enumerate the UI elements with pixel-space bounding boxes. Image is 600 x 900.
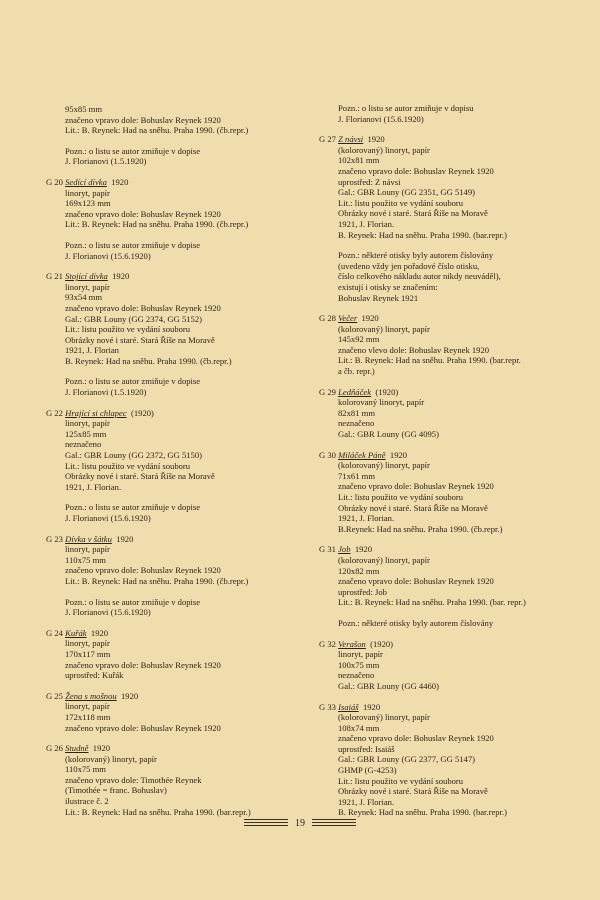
catalog-entry: [46, 628, 294, 681]
entry-note-line: Pozn.: některé otisky byly autorem číslovány: [338, 250, 494, 261]
entry-detail-line: neznačeno: [338, 418, 375, 429]
entry-detail-line: Gal.: GBR Louny (GG 2377, GG 5147): [338, 754, 476, 765]
entry-detail-line: Lit.: listu použito ve vydání souboru: [338, 775, 464, 786]
entry-detail-line: značeno vpravo dole: Bohuslav Reynek 1920: [65, 208, 221, 219]
entry-heading: [319, 134, 567, 145]
entry-heading: [46, 534, 294, 545]
entry-year: 1920: [354, 544, 373, 555]
catalog-entry: [46, 408, 294, 524]
entry-detail-line: značeno vpravo dole: Bohuslav Reynek 1920: [65, 114, 221, 125]
entry-detail-line: 1921, J. Florian: [65, 345, 119, 356]
entry-detail-line: značeno vpravo dole: Bohuslav Reynek 1920: [338, 733, 494, 744]
left-column: [46, 104, 294, 827]
entry-detail-line: Gal.: GBR Louny (GG 2351, GG 5149): [338, 187, 476, 198]
entry-title: Stojící dívka: [65, 271, 108, 282]
page-footer: [244, 817, 356, 831]
entry-details: [319, 460, 567, 534]
entry-detail-line: Gal.: GBR Louny (GG 2372, GG 5150): [65, 450, 203, 461]
entry-note-line: J. Florianovi (15.6.1920): [65, 250, 151, 261]
footer-rule-right: [312, 819, 356, 828]
entry-note: [65, 502, 294, 523]
right-column: [319, 103, 567, 828]
entry-details: [319, 555, 567, 629]
entry-detail-line: Lit.: B. Reynek: Had na sněhu. Praha 1990. (bar. repr.): [338, 597, 526, 608]
entry-detail-line: 120x82 mm: [338, 565, 380, 576]
entry-detail-line: značeno vpravo dole: Bohuslav Reynek 1920: [65, 302, 221, 313]
entry-details: [46, 418, 294, 523]
catalog-entry: [319, 450, 567, 535]
entry-note-line: Pozn.: některé otisky byly autorem číslovány: [338, 617, 494, 628]
entry-detail-line: Obrázky nové i staré. Stará Říše na Moravě: [338, 786, 488, 797]
entry-number: G 28: [319, 313, 336, 324]
entry-detail-line: linoryt, papír: [65, 418, 110, 429]
entry-heading: [319, 544, 567, 555]
entry-year: 1920: [389, 449, 408, 460]
entry-detail-line: 110x75 mm: [65, 554, 106, 565]
catalog-entry: [319, 313, 567, 377]
entry-title: Job: [338, 544, 351, 555]
entry-note-line: Pozn.: o listu se autor zmiňuje v dopise: [65, 376, 201, 387]
entry-detail-line: a čb. repr.): [338, 366, 375, 377]
entry-detail-line: 169x123 mm: [65, 198, 111, 209]
entry-detail-line: značeno vpravo dole: Bohuslav Reynek 1920: [65, 659, 221, 670]
entry-details: [319, 712, 567, 818]
entry-detail-line: Lit.: B. Reynek: Had na sněhu. Praha 1990. (čb.repr.): [65, 219, 249, 230]
entry-detail-line: Obrázky nové i staré. Stará Říše na Moravě: [65, 471, 215, 482]
catalog-entry: [319, 639, 567, 692]
entry-detail-line: Lit.: B. Reynek: Had na sněhu. Praha 1990. (bar.repr.: [338, 355, 521, 366]
entry-title: Kuřák: [65, 627, 87, 638]
entry-number: G 27: [319, 134, 336, 145]
entry-detail-line: uprostřed: Z návsi: [338, 176, 401, 187]
entry-detail-line: 145x92 mm: [338, 334, 380, 345]
entry-heading: [319, 639, 567, 650]
entry-detail-line: linoryt, papír: [338, 649, 383, 660]
entry-details: [46, 282, 294, 398]
entry-detail-line: značeno vpravo dole: Bohuslav Reynek 1920: [338, 576, 494, 587]
entry-note-line: číslo celkového nákladu autor nikdy neuváděl),: [338, 271, 501, 282]
entry-detail-line: neznačeno: [65, 439, 102, 450]
catalog-entry: [46, 534, 294, 618]
catalog-entry: [46, 691, 294, 733]
entry-detail-line: linoryt, papír: [65, 187, 110, 198]
entry-number: G 32: [319, 638, 336, 649]
entry-number: G 24: [46, 627, 63, 638]
entry-number: G 20: [46, 176, 63, 187]
entry-heading: [46, 743, 294, 754]
entry-detail-line: (kolorovaný) linoryt, papír: [338, 554, 430, 565]
entry-detail-line: Gal.: GBR Louny (GG 4095): [338, 429, 439, 440]
entry-detail-line: 100x75 mm: [338, 659, 380, 670]
entry-detail-line: linoryt, papír: [65, 281, 110, 292]
entry-detail-line: 93x54 mm: [65, 292, 103, 303]
entry-title: Dívka v šátku: [65, 533, 112, 544]
page-number: 19: [295, 818, 305, 829]
entry-detail-line: neznačeno: [338, 670, 375, 681]
entry-detail-line: Lit.: B. Reynek: Had na sněhu. Praha 1990. (čb.repr.): [65, 575, 249, 586]
catalog-entry: [319, 544, 567, 628]
entry-title: Z návsi: [338, 134, 364, 145]
entry-number: G 21: [46, 271, 63, 282]
entry-detail-line: značeno vpravo dole: Bohuslav Reynek 1920: [65, 722, 221, 733]
entry-number: G 31: [319, 544, 336, 555]
entry-detail-line: značeno vlevo dole: Bohuslav Reynek 1920: [338, 344, 490, 355]
catalog-entry: [46, 271, 294, 398]
entry-detail-line: značeno vpravo dole: Bohuslav Reynek 1920: [338, 481, 494, 492]
entry-detail-line: B.Reynek: Had na sněhu. Praha 1990. (čb.repr.): [338, 523, 503, 534]
entry-detail-line: značeno vpravo dole: Bohuslav Reynek 1920: [65, 565, 221, 576]
entry-note-line: Pozn.: o listu se autor zmiňuje v dopise: [65, 502, 201, 513]
catalog-entry: [46, 104, 294, 167]
entry-detail-line: 1921, J. Florian.: [338, 796, 395, 807]
entry-title: Ledňáček: [338, 386, 372, 397]
entry-year: (1920): [130, 407, 154, 418]
entry-detail-line: Obrázky nové i staré. Stará Říše na Moravě: [338, 208, 488, 219]
entry-note-line: J. Florianovi (1.5.1920): [65, 156, 147, 167]
entry-number: G 30: [319, 449, 336, 460]
entry-details: [46, 701, 294, 733]
entry-year: 1920: [111, 176, 129, 187]
entry-year: 1920: [92, 743, 110, 754]
entry-title: Verašon: [338, 638, 366, 649]
entry-detail-line: uprostřed: Kuřák: [65, 670, 124, 681]
entry-detail-line: (Timothée = franc. Bohuslav): [65, 785, 167, 796]
entry-number: G 33: [319, 701, 336, 712]
entry-detail-line: linoryt, papír: [65, 544, 110, 555]
entry-details: [46, 104, 294, 167]
entry-detail-line: Lit.: B. Reynek: Had na sněhu. Praha 1990. (bar.repr.): [65, 806, 251, 817]
entry-detail-line: uprostřed: Isaiáš: [338, 743, 395, 754]
entry-detail-line: J. Florianovi (15.6.1920): [338, 113, 424, 124]
entry-heading: [319, 313, 567, 324]
entry-note-line: (uvedeno vždy jen pořadové číslo otisku,: [338, 260, 480, 271]
entry-note: [65, 597, 294, 618]
entry-note: [65, 240, 294, 261]
entry-title: Hrající si chlapec: [65, 407, 127, 418]
entry-year: (1920): [375, 386, 399, 397]
entry-heading: [46, 628, 294, 639]
catalog-entry: [319, 387, 567, 440]
entry-year: 1920: [112, 271, 130, 282]
entry-note-line: J. Florianovi (15.6.1920): [65, 607, 151, 618]
entry-detail-line: Obrázky nové i staré. Stará Říše na Moravě: [65, 334, 215, 345]
entry-year: 1920: [120, 690, 139, 701]
entry-detail-line: 95x85 mm: [65, 104, 103, 114]
entry-year: (1920): [370, 638, 394, 649]
entry-details: [46, 754, 294, 818]
entry-note: [65, 146, 294, 167]
entry-year: 1920: [361, 313, 379, 324]
entry-detail-line: Lit.: listu použito ve vydání souboru: [338, 492, 464, 502]
entry-note-line: J. Florianovi (1.5.1920): [65, 387, 147, 398]
entry-detail-line: Lit.: listu použito ve vydání souboru: [338, 197, 464, 208]
entry-detail-line: 125x85 mm: [65, 428, 107, 439]
entry-details: [46, 188, 294, 262]
entry-detail-line: B. Reynek: Had na sněhu. Praha 1990. (bar.repr.): [338, 229, 507, 240]
entry-heading: [46, 177, 294, 188]
catalog-entry: [319, 702, 567, 819]
entry-number: G 22: [46, 407, 63, 418]
entry-note-line: Pozn.: o listu se autor zmiňuje v dopise: [65, 239, 201, 250]
entry-detail-line: 1921, J. Florian.: [338, 513, 395, 524]
entry-detail-line: (kolorovaný) linoryt, papír: [338, 712, 430, 723]
entry-detail-line: Gal.: GBR Louny (GG 2374, GG 5152): [65, 313, 203, 324]
entry-detail-line: ilustrace č. 2: [65, 796, 109, 807]
entry-year: 1920: [116, 533, 134, 544]
entry-detail-line: B. Reynek: Had na sněhu. Praha 1990. (bar.repr.): [338, 807, 507, 818]
entry-heading: [46, 271, 294, 282]
entry-note-line: Bohuslav Reynek 1921: [338, 292, 419, 303]
entry-detail-line: 102x81 mm: [338, 155, 380, 166]
entry-detail-line: Lit.: listu použito ve vydání souboru: [65, 460, 191, 471]
entry-number: G 25: [46, 690, 63, 701]
entry-details: [319, 397, 567, 439]
entry-note: [338, 618, 567, 629]
entry-year: 1920: [90, 627, 109, 638]
entry-number: G 23: [46, 533, 63, 544]
entry-year: 1920: [362, 701, 381, 712]
entry-title: Miláček Páně: [338, 449, 386, 460]
entry-note-line: J. Florianovi (15.6.1920): [65, 513, 151, 523]
entry-details: [46, 638, 294, 680]
entry-detail-line: (kolorovaný) linoryt, papír: [338, 323, 430, 334]
entry-heading: [46, 408, 294, 419]
entry-detail-line: značeno vpravo dole: Timothée Reynek: [65, 774, 202, 785]
entry-title: Isaiáš: [338, 701, 359, 712]
entry-detail-line: 170x117 mm: [65, 648, 111, 659]
catalog-entry: [46, 177, 294, 261]
entry-detail-line: kolorovaný linoryt, papír: [338, 397, 425, 408]
entry-detail-line: linoryt, papír: [65, 701, 110, 712]
entry-detail-line: Lit.: listu použito ve vydání souboru: [65, 324, 191, 335]
entry-number: G 29: [319, 386, 336, 397]
entry-detail-line: 108x74 mm: [338, 722, 380, 733]
entry-detail-line: 82x81 mm: [338, 407, 376, 418]
catalog-entry: [319, 134, 567, 303]
entry-details: [319, 103, 567, 124]
entry-note-line: Pozn.: o listu se autor zmiňuje v dopise: [65, 596, 201, 607]
entry-detail-line: 71x61 mm: [338, 470, 376, 481]
entry-detail-line: B. Reynek: Had na sněhu. Praha 1990. (čb.repr.): [65, 355, 232, 366]
entry-heading: [319, 387, 567, 398]
entry-heading: [46, 691, 294, 702]
entry-detail-line: Lit.: B. Reynek: Had na sněhu. Praha 1990. (čb.repr.): [65, 125, 249, 136]
entry-title: Žena s mošnou: [65, 690, 117, 701]
entry-detail-line: (kolorovaný) linoryt, papír: [65, 753, 157, 764]
entry-title: Sedící dívka: [65, 176, 107, 187]
entry-detail-line: Obrázky nové i staré. Stará Říše na Moravě: [338, 502, 488, 513]
entry-heading: [319, 702, 567, 713]
entry-detail-line: (kolorovaný) linoryt, papír: [338, 460, 430, 471]
catalog-entry: [46, 743, 294, 817]
entry-title: Studně: [65, 743, 89, 754]
entry-detail-line: 1921, J. Florian.: [65, 481, 122, 492]
catalog-entry: [319, 103, 567, 124]
entry-detail-line: 110x75 mm: [65, 764, 106, 775]
entry-note: [338, 250, 567, 303]
entry-number: G 26: [46, 743, 63, 754]
entry-note: [65, 376, 294, 397]
entry-detail-line: 1921, J. Florian.: [338, 218, 395, 229]
entry-title: Večer: [338, 313, 358, 324]
entry-detail-line: Pozn.: o listu se autor zmiňuje v dopisu: [338, 103, 474, 113]
entry-detail-line: značeno vpravo dole: Bohuslav Reynek 1920: [338, 165, 494, 176]
entry-note-line: existují i otisky se značením:: [338, 281, 438, 292]
entry-details: [319, 145, 567, 303]
entry-note-line: Pozn.: o listu se autor zmiňuje v dopise: [65, 145, 201, 156]
entry-detail-line: (kolorovaný) linoryt, papír: [338, 144, 430, 155]
entry-details: [46, 544, 294, 618]
entry-details: [319, 649, 567, 691]
entry-year: 1920: [367, 134, 385, 145]
entry-detail-line: Gal.: GBR Louny (GG 4460): [338, 680, 439, 691]
entry-detail-line: GHMP (G-4253): [338, 765, 397, 776]
entry-detail-line: uprostřed: Job: [338, 586, 387, 597]
entry-details: [319, 324, 567, 377]
entry-heading: [319, 450, 567, 461]
entry-detail-line: 172x118 mm: [65, 711, 111, 722]
entry-detail-line: linoryt, papír: [65, 638, 110, 649]
